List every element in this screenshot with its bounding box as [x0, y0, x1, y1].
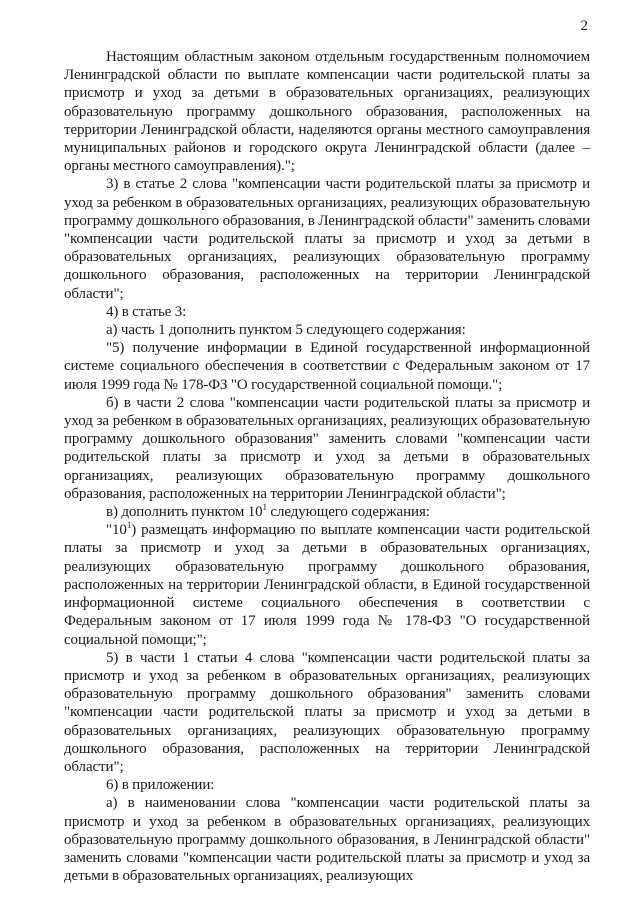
paragraph-item-3: 3) в статье 2 слова "компенсации части родительской платы за присмотр и уход за ребенком в образовательных организациях, реализующих образовательную программу дошкольного образования, в Ленинградской области" заменить словами "компенсации части родительской платы за присмотр и уход за детьми в образовательных организациях, реализующих образовательную программу дошкольного образования, расположенных на территории Ленинградской области"; [64, 176, 590, 302]
paragraph-item-4: 4) в статье 3: [106, 303, 187, 320]
paragraph-item-10-1-pre: "10 [106, 522, 127, 539]
paragraph-item-4v [64, 503, 590, 521]
paragraph-item-4v-10-1 [64, 521, 590, 648]
paragraph-item-5: 5) в части 1 статьи 4 слова "компенсации части родительской платы за присмотр и уход за ребенком в образовательных организациях, реализующих образовательную программу дошкольного образования" заменить словами "компенсации части родительской платы за присмотр и уход за детьми в образовательных организациях, реализующих образовательную программу дошкольного образования, расположенных на территории Ленинградской области"; [64, 649, 590, 775]
paragraph-item-4b: б) в части 2 слова "компенсации части родительской платы за присмотр и уход за ребенком в образовательных организациях, реализующих образовательную программу дошкольного образования" заменить словами "компенсации части родительской платы за присмотр и уход за детьми в образовательных организациях, реализующих образовательную программу дошкольного образования, расположенных на территории Ленинградской области"; [64, 394, 590, 502]
paragraph-item-6a: а) в наименовании слова "компенсации части родительской платы за присмотр и уход за ребенком в образовательных организациях, реализующих образовательную программу дошкольного образования, в Ленинградской области" заменить словами "компенсации части родительской платы за присмотр и уход за детьми в образовательных организациях, реализующих [64, 795, 590, 885]
paragraph-intro: Настоящим областным законом отдельным государственным полномочием Ленинградской области по выплате компенсации части родительской платы за присмотр и уход за детьми в образовательных организациях, реализующих образовательную программу дошкольного образования, расположенных на территории Ленинградской области, наделяются органы местного самоуправления муниципальных районов и городского округа Ленинградской области (далее – органы местного самоуправления)."; [64, 49, 590, 175]
paragraph-item-4a-5: "5) получение информации в Единой государственной информационной системе социального обеспечения в соответствии с Федеральным законом от 17 июля 1999 года № 178-ФЗ "О государственной социальной помощи."; [64, 340, 590, 393]
paragraph-item-4v-post: следующего содержания: [266, 504, 430, 521]
document-body [64, 48, 590, 885]
paragraph-item-6: 6) в приложении: [106, 777, 215, 794]
page-number: 2 [580, 18, 588, 34]
superscript: 1 [262, 502, 267, 513]
paragraph-item-4v-pre: в) дополнить пунктом 10 [106, 504, 263, 521]
paragraph-item-4a: а) часть 1 дополнить пунктом 5 следующего содержания: [106, 322, 466, 339]
superscript: 1 [126, 520, 132, 531]
paragraph-item-10-1-post: ) размещать информацию по выплате компенсации части родительской платы за присмотр и уход за детьми в образовательных организациях, реализующих образовательную программу дошкольного образования, расположенных на территории Ленинградской области, в Единой государственной информационной системе социального обеспечения в соответствии с Федеральным законом от 17 июля 1999 года № 178-ФЗ "О государственной социальной помощи;"; [64, 522, 590, 648]
